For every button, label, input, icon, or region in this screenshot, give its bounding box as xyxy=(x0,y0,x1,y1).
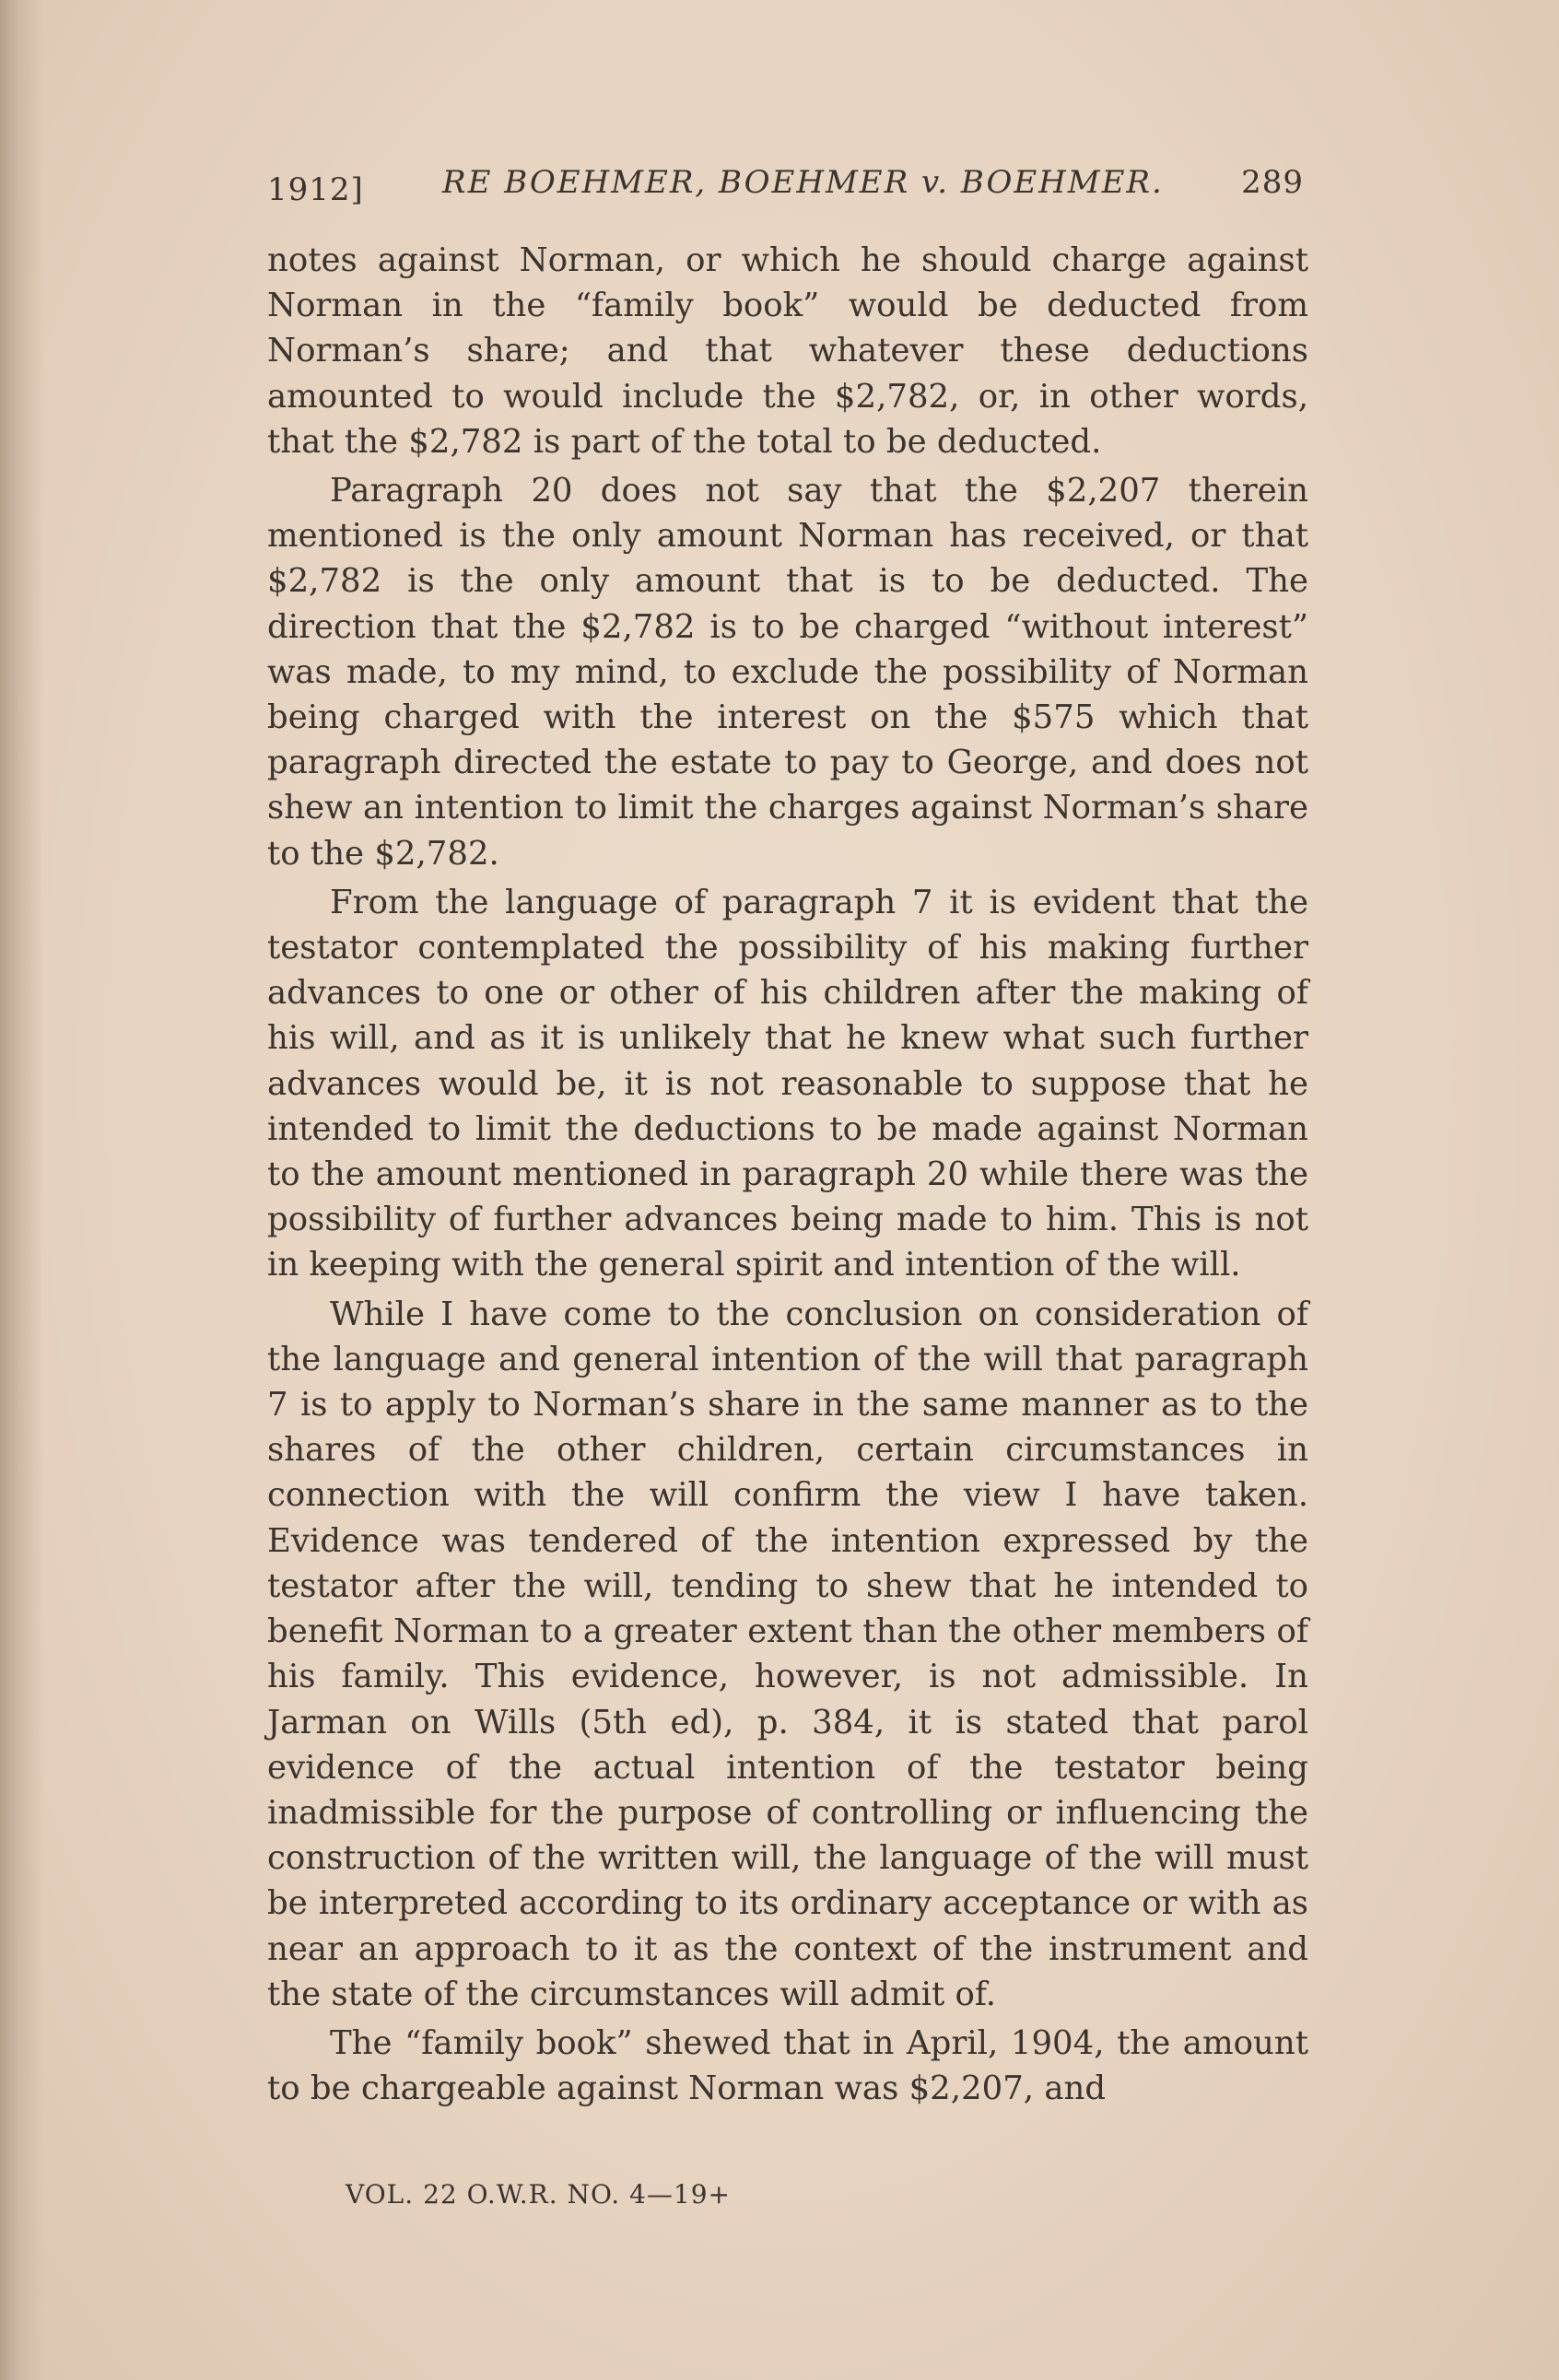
binding-edge xyxy=(0,0,44,2380)
paragraph-2: Paragraph 20 does not say that the $2,207 therein mentioned is the only amount Norman has received, or that $2,782 is the only amount that is to be deducted. The direction that the $2,782 is to be charged “without interest” was made, to my mind, to exclude the possibility of Norman being charged with the interest on the $575 which that paragraph directed the estate to pay to George, and does not shew an intention to limit the charges against Norman’s share to the $2,782. xyxy=(267,472,1308,873)
header-year: 1912] xyxy=(267,171,364,208)
paragraph-1: notes against Norman, or which he should charge against Norman in the “family book” would be deducted from Norman’s share; and that whatever these deductions amounted to would include the $2,782, or, in other words, that the $2,782 is part of the total to be deducted. xyxy=(267,241,1308,461)
paragraph-5: The “family book” shewed that in April, 1904, the amount to be chargeable against Norman was $2,207, and xyxy=(267,2023,1308,2108)
signature-mark: VOL. 22 O.W.R. NO. 4—19+ xyxy=(346,2179,732,2210)
paragraph-4: While I have come to the conclusion on consideration of the language and general intention of the will that paragraph 7 is to apply to Norman’s share in the same manner as to the shares of the other children, certain circumstances in connection with the will confirm the view I have taken. Evidence was tendered of the intention expressed by the testator after the will, tending to shew that he intended to benefit Norman to a greater extent than the other members of his family. This evidence, however, is not admissible. In Jarman on Wills (5th ed), p. 384, it is stated that parol evidence of the actual intention of the testator being inadmissible for the purpose of controlling or influencing the construction of the written will, the language of the will must be interpreted according to its ordinary acceptance or with as near an approach to it as the context of the instrument and the state of the circumstances will admit of. xyxy=(267,1295,1308,2013)
header-case-title: RE BOEHMER, BOEHMER v. BOEHMER. xyxy=(442,164,1164,201)
paragraph-3: From the language of paragraph 7 it is evident that the testator contemplated the possibility of his making further advances to one or other of his children after the making of his will, and as it is unlikely that he knew what such further advances would be, it is not reasonable to suppose that he intended to limit the deductions to be made against Norman to the amount mentioned in paragraph 20 while there was the possibility of further advances being made to him. This is not in keeping with the general spirit and intention of the will. xyxy=(267,883,1308,1284)
body-text xyxy=(267,238,1308,2115)
page-number: 289 xyxy=(1241,164,1304,201)
running-header xyxy=(267,164,1304,210)
